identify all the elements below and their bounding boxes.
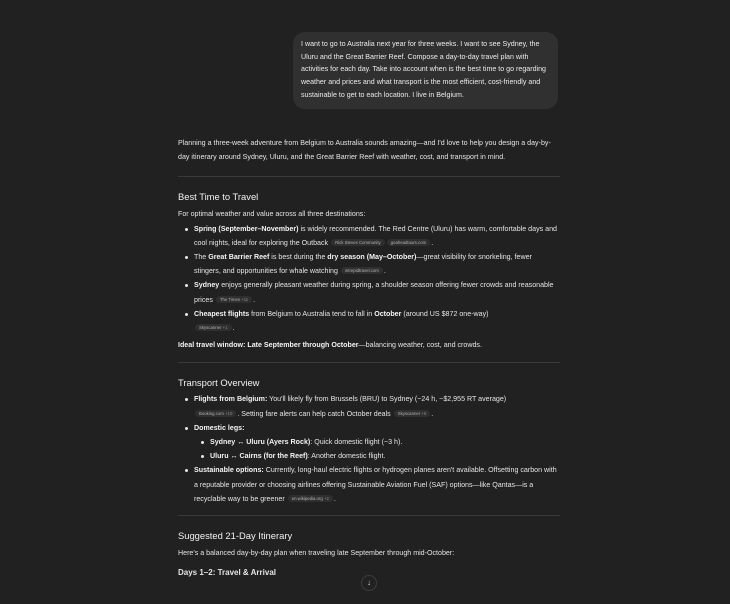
divider xyxy=(178,515,560,516)
itinerary-lead: Here's a balanced day-by-day plan when traveling late September through mid-October: xyxy=(178,549,455,558)
source-chip[interactable]: The Times +11 xyxy=(216,296,252,303)
scroll-down-button[interactable] xyxy=(361,575,377,591)
domestic-legs-list xyxy=(194,435,560,463)
best-time-list xyxy=(178,222,560,336)
source-chip[interactable]: Skyscanner +6 xyxy=(394,410,431,417)
list-item: Cheapest flights from Belgium to Australia tend to fall in October (around US $872 one-way) Skyscanner +1 . xyxy=(194,307,560,335)
intro-paragraph: Planning a three-week adventure from Belgium to Australia sounds amazing—and I'd love to help you design a day-by-day itinerary around Sydney, Uluru, and the Great Barrier Reef with weather, cost, and transport in mind. xyxy=(178,139,551,162)
list-item: Sydney enjoys generally pleasant weather during spring, a shoulder season offering fewer crowds and reasonable prices The Times +11 . xyxy=(194,278,560,306)
best-time-heading: Best Time to Travel xyxy=(178,191,259,203)
source-chip[interactable]: Rick Steves Community xyxy=(331,239,385,246)
assistant-response xyxy=(178,136,560,580)
source-chip[interactable]: Skyscanner +1 xyxy=(195,324,232,331)
user-message-text: I want to go to Australia next year for three weeks. I want to see Sydney, the Uluru and the Great Barrier Reef. Compose a day-to-day travel plan with activities for each day. Take into account when is the best time to go regarding weather and prices and what transport is the most efficient, cost-friendly and sustainable to get to each location. I live in Belgium. xyxy=(301,40,547,99)
source-chip[interactable]: intrepidtravel.com xyxy=(341,267,383,274)
itinerary-heading: Suggested 21-Day Itinerary xyxy=(178,530,293,542)
user-message-bubble xyxy=(293,32,558,109)
best-time-lead: For optimal weather and value across all three destinations: xyxy=(178,210,366,219)
list-item: The Great Barrier Reef is best during the dry season (May–October)—great visibility for snorkeling, fewer stingers, and opportunities for whale watching intrepidtravel.com . xyxy=(194,250,560,278)
source-chip[interactable]: Booking.com +10 xyxy=(195,410,236,417)
list-item: Sydney ↔ Uluru (Ayers Rock): Quick domestic flight (~3 h). xyxy=(210,435,560,449)
day-heading: Days 1–2: Travel & Arrival xyxy=(178,568,276,578)
source-chip[interactable]: en.wikipedia.org +2 xyxy=(288,495,333,502)
list-item: Flights from Belgium: You'll likely fly from Brussels (BRU) to Sydney (~24 h, ~$2,955 RT average) Booking.com +10 . Setting fare alerts can help catch October deals Skyscanner +6 . xyxy=(194,392,560,420)
ideal-window: Ideal travel window: Late September through October—balancing weather, cost, and crowds. xyxy=(178,341,482,350)
list-item: Sustainable options: Currently, long-haul electric flights or hydrogen planes aren't available. Offsetting carbon with a reputable provider or choosing airlines offering Sustainable Aviation Fuel (SAF) options—like Qantas—is a recyclable way to be greener en.wikipedia.org +2 . xyxy=(194,463,560,506)
source-chip[interactable]: goaheadtours.com xyxy=(387,239,431,246)
list-item: Uluru ↔ Cairns (for the Reef): Another domestic flight. xyxy=(210,449,560,463)
divider xyxy=(178,362,560,363)
arrow-down-icon: ↓ xyxy=(367,578,371,587)
divider xyxy=(178,176,560,177)
transport-list xyxy=(178,392,560,506)
list-item: Spring (September–November) is widely recommended. The Red Centre (Uluru) has warm, comfortable days and cool nights, ideal for exploring the Outback Rick Steves Community goaheadtours.com . xyxy=(194,222,560,250)
transport-heading: Transport Overview xyxy=(178,377,260,389)
list-item: Domestic legs: Sydney ↔ Uluru (Ayers Rock): Quick domestic flight (~3 h). Uluru ↔ Cairns (for the Reef): Another domestic flight. xyxy=(194,421,560,464)
